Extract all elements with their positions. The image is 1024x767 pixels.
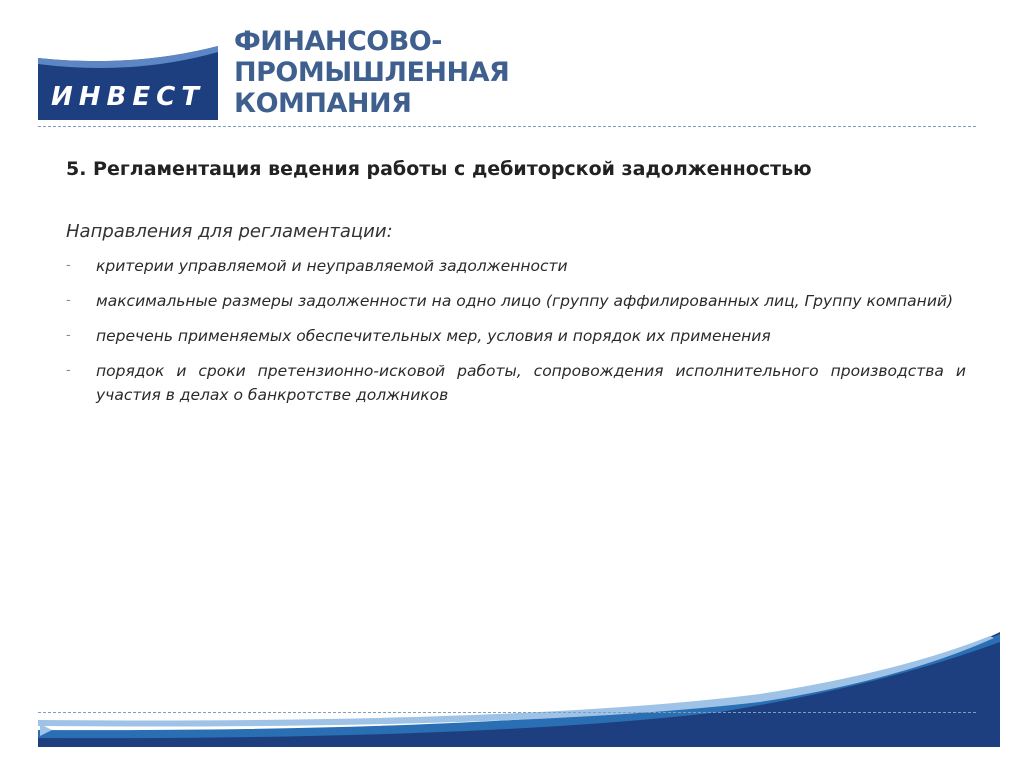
slide-content [66, 158, 966, 418]
slide-subtitle: Направления для регламентации: [66, 221, 393, 242]
footer-swoosh [0, 620, 1024, 767]
list-item [66, 254, 966, 278]
bullet-dash: - [66, 363, 71, 378]
logo-word: ИНВЕСТ [51, 82, 205, 112]
bullet-dash: - [66, 293, 71, 308]
list-item-text: перечень применяемых обеспечительных мер, условия и порядок их применения [96, 327, 771, 345]
list-item [66, 289, 966, 313]
company-name-line-1: ФИНАНСОВО- [234, 26, 442, 57]
list-item [66, 324, 966, 348]
company-name-line-2: ПРОМЫШЛЕННАЯ [234, 57, 510, 88]
bullet-dash: - [66, 328, 71, 343]
list-item-text: порядок и сроки претензионно-исковой работы, сопровождения исполнительного производства и участия в делах о банкротстве должников [96, 362, 966, 404]
slide-title: 5. Регламентация ведения работы с дебиторской задолженностью [66, 158, 812, 180]
list-item-text: критерии управляемой и неуправляемой задолженности [96, 257, 568, 275]
directions-list [66, 254, 966, 407]
list-item [66, 359, 966, 407]
company-name-line-3: КОМПАНИЯ [234, 88, 412, 119]
header-divider [38, 126, 976, 127]
company-logo [38, 28, 218, 120]
bullet-dash: - [66, 258, 71, 273]
company-name [234, 26, 510, 119]
list-item-text: максимальные размеры задолженности на одно лицо (группу аффилированных лиц, Группу компаний) [96, 292, 954, 310]
footer-divider [38, 712, 976, 713]
